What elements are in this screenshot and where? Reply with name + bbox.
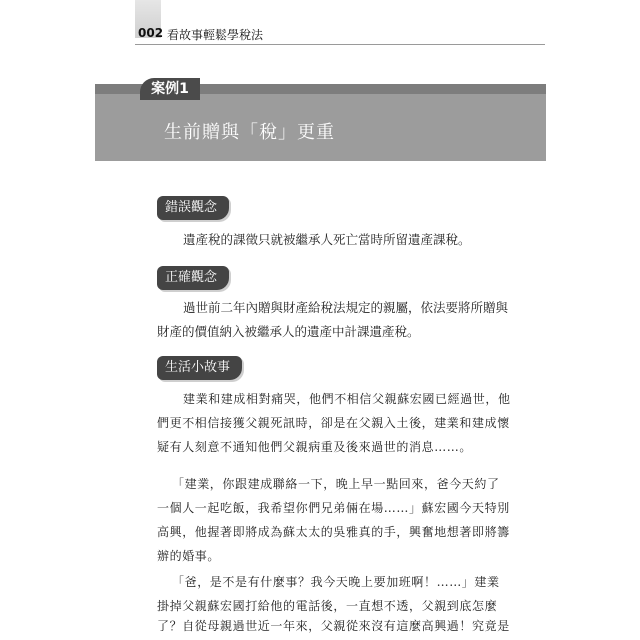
book-title: 看故事輕鬆學稅法	[167, 28, 264, 42]
header-divider	[135, 44, 545, 45]
wrong-concept-heading: 錯誤觀念	[157, 196, 229, 220]
story-line: 疑有人刻意不通知他們父親病重及後來過世的消息……。	[157, 440, 473, 454]
correct-concept-heading: 正確觀念	[157, 266, 229, 290]
case-label: 案例1	[140, 78, 200, 100]
story-line: 了？自從母親過世近一年來，父親從來沒有這麼高興過！究竟是	[157, 619, 510, 633]
case-title: 生前贈與「稅」更重	[164, 122, 335, 143]
story-line: 「爸，是不是有什麼事？我今天晚上要加班啊！……」建業	[172, 575, 500, 589]
correct-concept-line: 過世前二年內贈與財產給稅法規定的親屬，依法要將所贈與	[183, 300, 509, 315]
page-number: 002	[138, 26, 164, 40]
story-heading: 生活小故事	[157, 356, 242, 380]
story-line: 「建業，你跟建成聯絡一下，晚上早一點回來，爸今天約了	[172, 477, 500, 491]
story-line: 掛掉父親蘇宏國打給他的電話後，一直想不透，父親到底怎麼	[157, 599, 498, 613]
story-line: 辦的婚事。	[157, 549, 221, 563]
story-line: 們更不相信接獲父親死訊時，卻是在父親入土後，建業和建成懷	[157, 416, 510, 430]
story-line: 建業和建成相對痛哭，他們不相信父親蘇宏國已經過世，他	[183, 392, 511, 406]
story-line: 高興，他握著即將成為蘇太太的吳雅真的手，興奮地想著即將籌	[157, 525, 510, 539]
wrong-concept-text: 遺產稅的課徵只就被繼承人死亡當時所留遺產課稅。	[183, 232, 471, 247]
correct-concept-line: 財產的價值納入被繼承人的遺產中計課遺產稅。	[157, 324, 420, 339]
story-line: 一個人一起吃飯，我希望你們兄弟倆在場……」蘇宏國今天特別	[157, 501, 510, 515]
